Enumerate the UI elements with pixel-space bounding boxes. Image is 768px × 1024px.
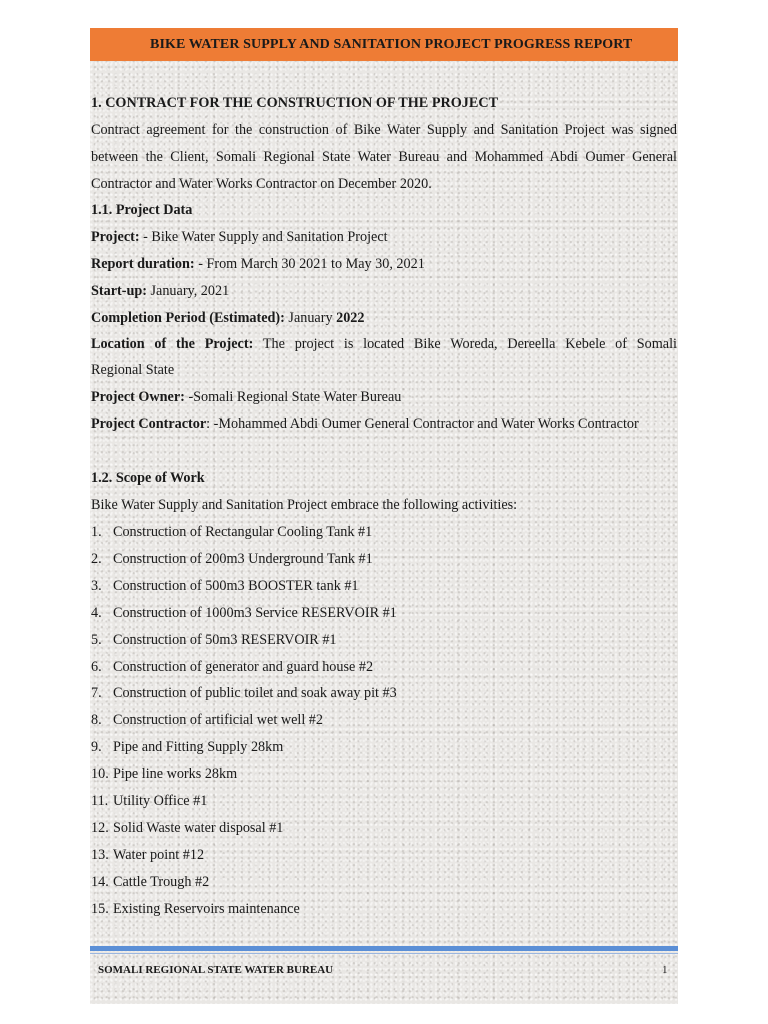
scope-item-text: Pipe and Fitting Supply 28km bbox=[113, 739, 284, 755]
contract-paragraph-line-1: Contract agreement for the construction of Bike Water Supply and Sanitation Project was signed bbox=[91, 122, 677, 138]
scope-item-number: 13. bbox=[91, 847, 109, 863]
scope-item-number: 15. bbox=[91, 901, 109, 917]
scope-item-text: Construction of artificial wet well #2 bbox=[113, 712, 323, 728]
scope-list-item bbox=[91, 632, 337, 648]
scope-item-text: Cattle Trough #2 bbox=[113, 874, 210, 890]
footer-organization: SOMALI REGIONAL STATE WATER BUREAU bbox=[98, 964, 334, 976]
scope-item-number: 14. bbox=[91, 874, 109, 890]
scope-item-number: 2. bbox=[91, 551, 102, 567]
scope-item-text: Water point #12 bbox=[113, 847, 205, 863]
contract-paragraph-line-3: Contractor and Water Works Contractor on December 2020. bbox=[91, 176, 432, 192]
report-duration-row bbox=[91, 256, 677, 272]
duration-label: Report duration: bbox=[91, 256, 195, 272]
section-heading-contract: 1. CONTRACT FOR THE CONSTRUCTION OF THE PROJECT bbox=[91, 95, 499, 111]
owner-row bbox=[91, 389, 677, 405]
scope-item-number: 3. bbox=[91, 578, 102, 594]
contract-paragraph-line-2: between the Client, Somali Regional State Water Bureau and Mohammed Abdi Oumer General bbox=[91, 149, 677, 165]
scope-item-number: 11. bbox=[91, 793, 109, 809]
contractor-value: : -Mohammed Abdi Oumer General Contractor and Water Works Contractor bbox=[206, 416, 639, 432]
startup-row bbox=[91, 283, 677, 299]
scope-list-item bbox=[91, 659, 373, 675]
scope-item-number: 5. bbox=[91, 632, 102, 648]
section-heading-scope: 1.2. Scope of Work bbox=[91, 470, 205, 486]
scope-list-item bbox=[91, 524, 372, 540]
scope-list-item bbox=[91, 820, 283, 836]
scope-item-number: 7. bbox=[91, 685, 102, 701]
location-label: Location of the Project: bbox=[91, 336, 254, 352]
location-row-line-1 bbox=[91, 336, 677, 352]
project-label: Project: bbox=[91, 229, 140, 245]
scope-item-text: Construction of 50m3 RESERVOIR #1 bbox=[113, 632, 337, 648]
completion-row bbox=[91, 310, 677, 326]
scope-list-item bbox=[91, 793, 207, 809]
scope-list-item bbox=[91, 901, 300, 917]
footer-rule bbox=[90, 946, 678, 951]
completion-label: Completion Period (Estimated): bbox=[91, 310, 285, 326]
scope-list-item bbox=[91, 712, 323, 728]
scope-item-number: 8. bbox=[91, 712, 102, 728]
scope-item-number: 1. bbox=[91, 524, 102, 540]
scope-item-number: 9. bbox=[91, 739, 102, 755]
footer-page-number: 1 bbox=[662, 964, 668, 976]
scope-list-item bbox=[91, 874, 209, 890]
scope-item-text: Construction of 200m3 Underground Tank #1 bbox=[113, 551, 373, 567]
scope-intro: Bike Water Supply and Sanitation Project embrace the following activities: bbox=[91, 497, 518, 513]
scope-list-item bbox=[91, 766, 237, 782]
scope-item-text: Pipe line works 28km bbox=[113, 766, 238, 782]
scope-list-item bbox=[91, 739, 283, 755]
scope-list-item bbox=[91, 551, 373, 567]
startup-label: Start-up: bbox=[91, 283, 147, 299]
scope-item-text: Utility Office #1 bbox=[113, 793, 208, 809]
scope-item-number: 10. bbox=[91, 766, 109, 782]
scope-item-text: Construction of Rectangular Cooling Tank #1 bbox=[113, 524, 373, 540]
startup-value: January, 2021 bbox=[146, 283, 230, 299]
contractor-label: Project Contractor bbox=[91, 416, 207, 432]
scope-item-number: 6. bbox=[91, 659, 102, 675]
scope-item-number: 4. bbox=[91, 605, 102, 621]
completion-value: January bbox=[284, 310, 337, 326]
report-title: BIKE WATER SUPPLY AND SANITATION PROJECT PROGRESS REPORT bbox=[150, 37, 633, 52]
completion-year: 2022 bbox=[336, 310, 365, 326]
scope-list-item bbox=[91, 605, 397, 621]
contractor-row bbox=[91, 416, 677, 432]
section-heading-project-data: 1.1. Project Data bbox=[91, 202, 193, 218]
scope-list-item bbox=[91, 847, 204, 863]
scope-item-text: Construction of public toilet and soak away pit #3 bbox=[113, 685, 397, 701]
scope-item-text: Construction of generator and guard house #2 bbox=[113, 659, 374, 675]
owner-value: -Somali Regional State Water Bureau bbox=[184, 389, 402, 405]
project-value: - Bike Water Supply and Sanitation Project bbox=[139, 229, 388, 245]
scope-list-item bbox=[91, 685, 397, 701]
owner-label: Project Owner: bbox=[91, 389, 185, 405]
location-value: The project is located Bike Woreda, Dereella Kebele of Somali bbox=[253, 336, 677, 352]
footer-rule-thin bbox=[90, 953, 678, 954]
location-row-line-2: Regional State bbox=[91, 362, 175, 378]
scope-item-text: Construction of 500m3 BOOSTER tank #1 bbox=[113, 578, 359, 594]
scope-item-text: Construction of 1000m3 Service RESERVOIR #1 bbox=[113, 605, 397, 621]
project-row bbox=[91, 229, 677, 245]
duration-value: - From March 30 2021 to May 30, 2021 bbox=[194, 256, 425, 272]
scope-item-text: Existing Reservoirs maintenance bbox=[113, 901, 300, 917]
scope-list-item bbox=[91, 578, 359, 594]
scope-item-number: 12. bbox=[91, 820, 109, 836]
scope-item-text: Solid Waste water disposal #1 bbox=[113, 820, 284, 836]
